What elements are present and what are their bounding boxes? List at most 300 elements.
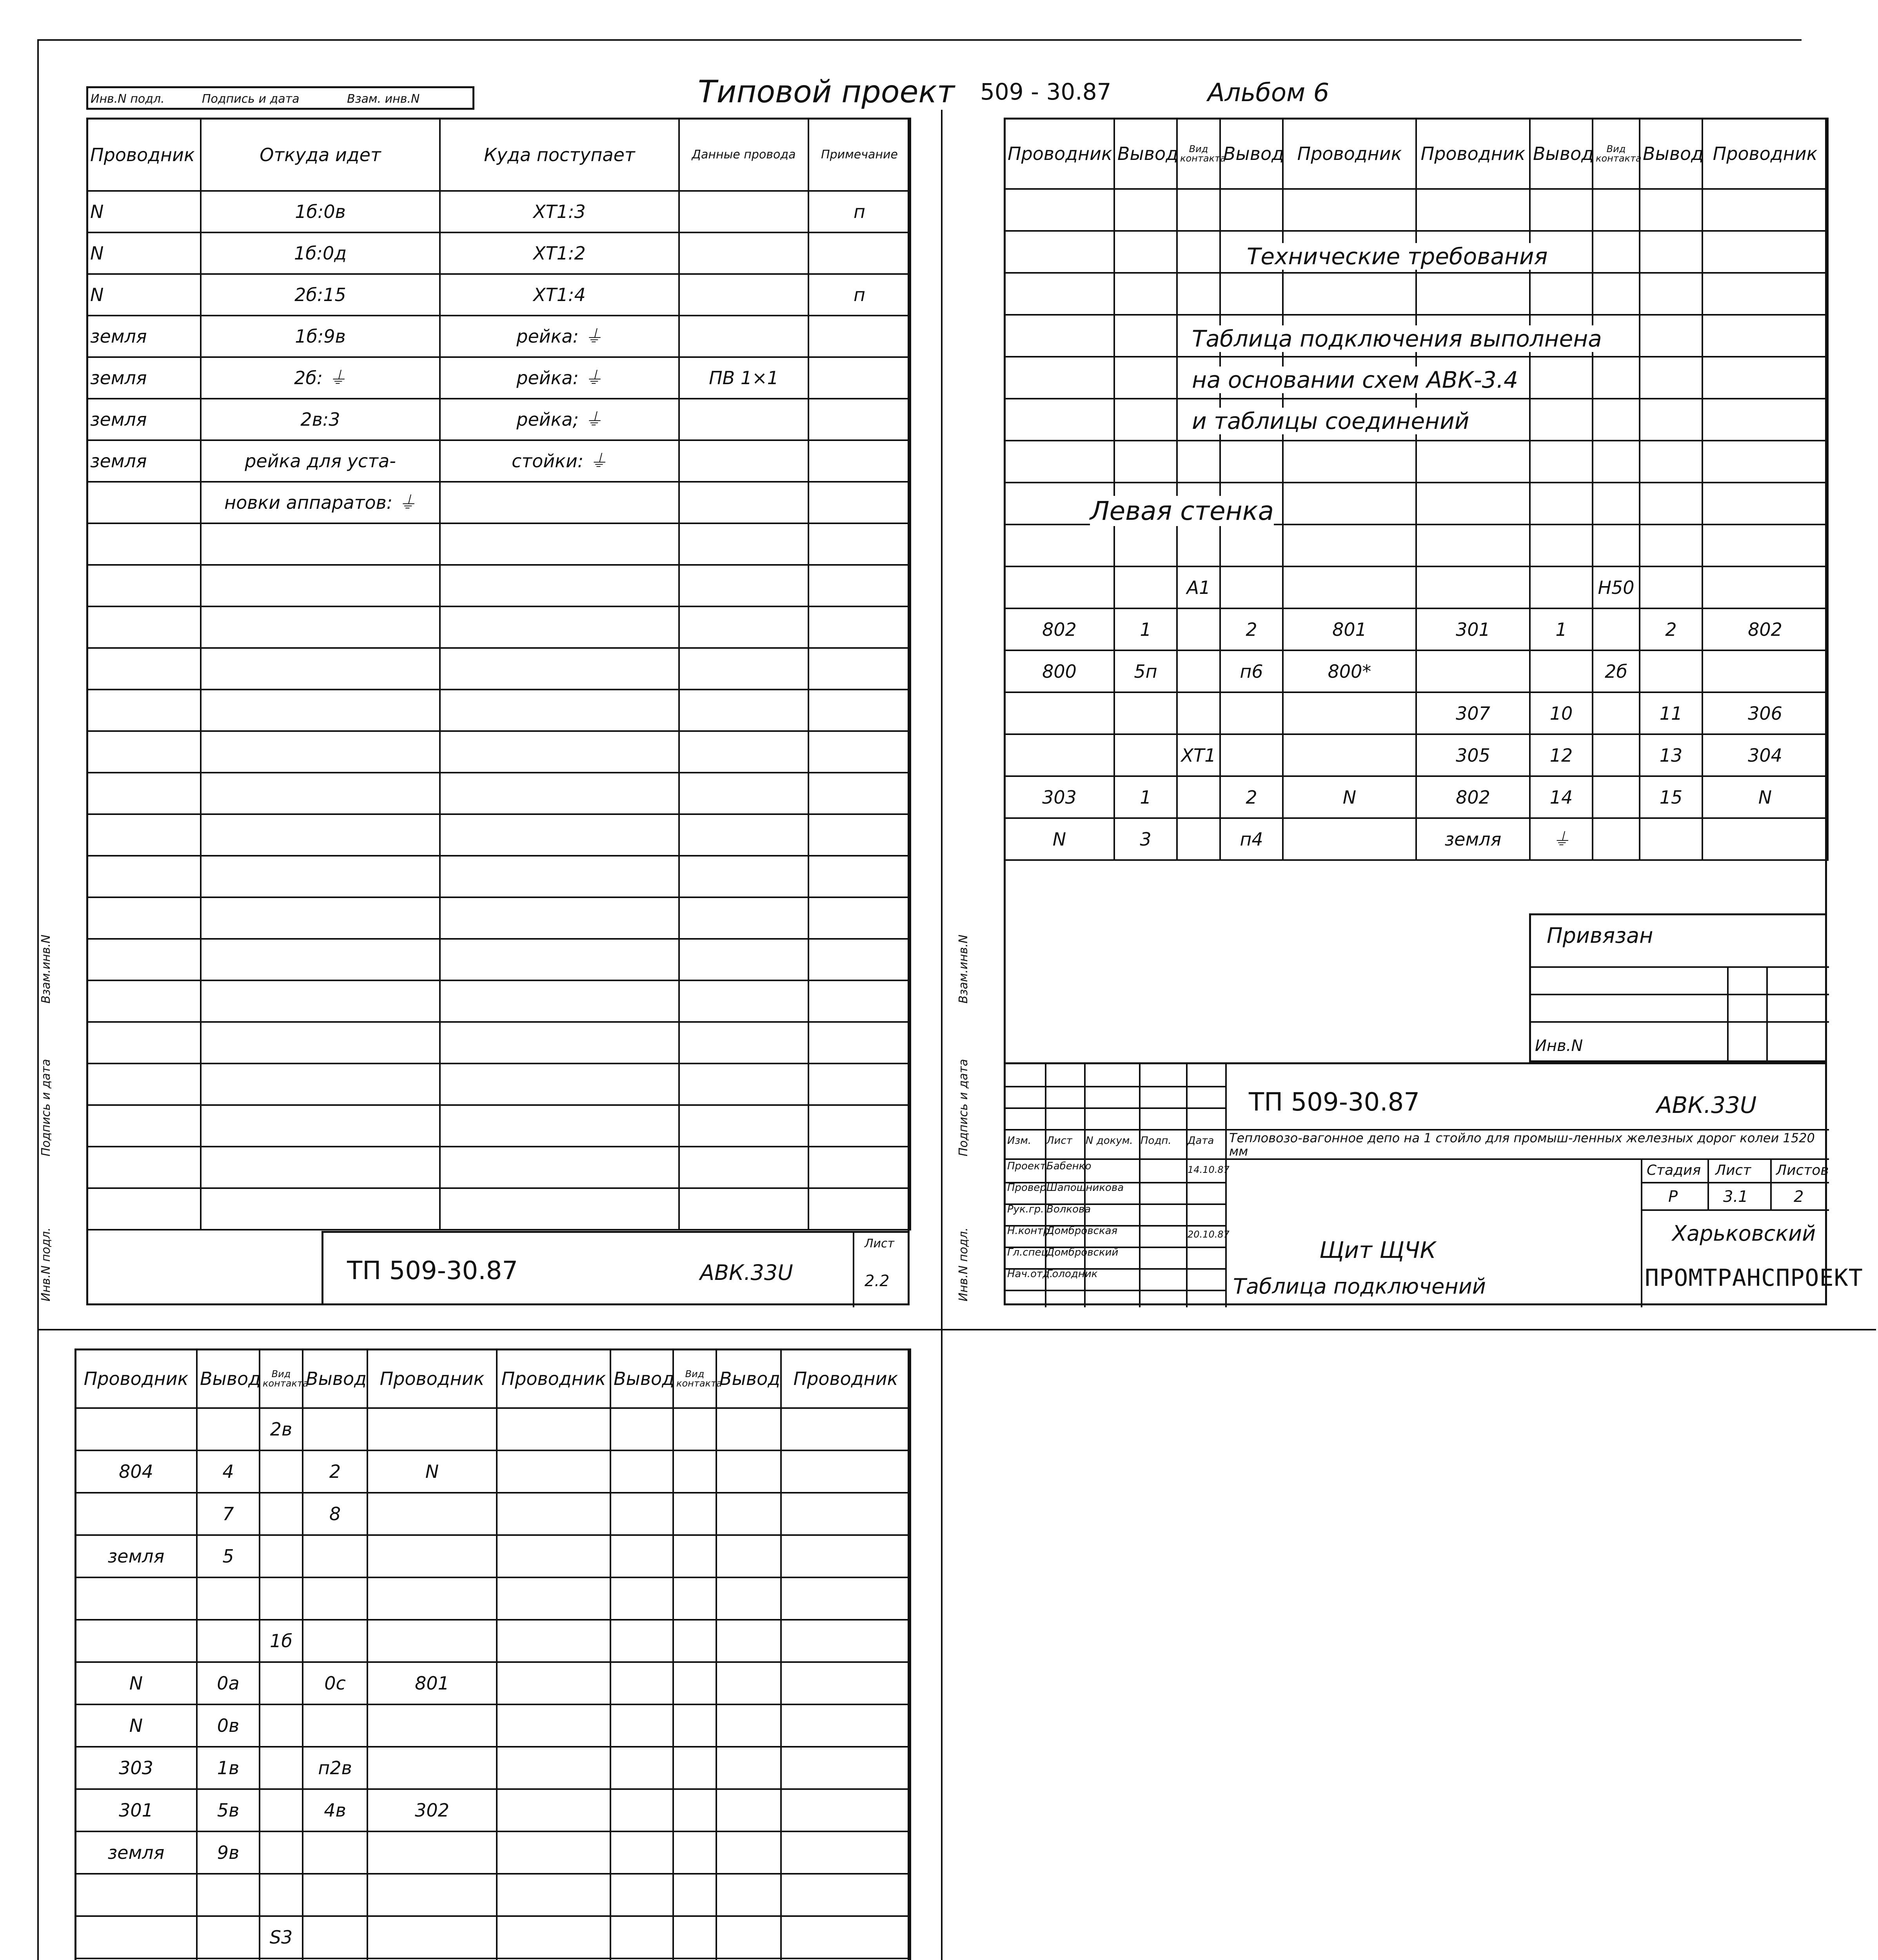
s1-cell	[87, 606, 201, 648]
s3-cell	[716, 1577, 781, 1620]
s2-cell	[1530, 483, 1593, 524]
s1-row	[87, 606, 910, 648]
s1-row	[87, 731, 910, 773]
s3-cell	[716, 1916, 781, 1958]
s3-cell	[497, 1620, 610, 1662]
s3-cell	[781, 1747, 910, 1789]
tb-h-data: Дата	[1188, 1135, 1214, 1147]
s3-cell	[367, 1577, 497, 1620]
s1-row	[87, 773, 910, 814]
s3-row	[75, 1916, 910, 1958]
s3-cell	[673, 1493, 716, 1535]
project-title: Типовой проект	[698, 74, 955, 110]
s2-cell	[1177, 273, 1220, 315]
s3-cell: 4	[197, 1450, 260, 1493]
s1-cell	[440, 1188, 679, 1230]
s2-row	[1004, 776, 1828, 818]
s1-cell	[440, 731, 679, 773]
s1-row	[87, 814, 910, 856]
s3-cell	[260, 1831, 303, 1874]
s1-cell: п	[808, 274, 910, 316]
s3-cell	[673, 1831, 716, 1874]
s2-cell	[1702, 441, 1828, 483]
s1-cell	[679, 316, 808, 357]
sheet1-footer-code: АВК.33U	[700, 1260, 793, 1285]
s1-cell: ПВ 1×1	[679, 357, 808, 399]
s1-cell	[440, 856, 679, 897]
s1-cell	[87, 1105, 201, 1147]
s3-cell	[497, 1704, 610, 1747]
s1-cell	[679, 897, 808, 939]
s2-cell: А1	[1177, 566, 1220, 608]
s3-col-8: Вывод	[716, 1349, 781, 1408]
s1-cell	[87, 523, 201, 565]
s1-cell	[808, 731, 910, 773]
s2-cell	[1283, 273, 1416, 315]
s2-col-4: Проводник	[1283, 118, 1416, 189]
col-dannye	[679, 118, 808, 191]
s1-cell: земля	[87, 357, 201, 399]
s1-cell	[679, 606, 808, 648]
s3-cell	[260, 1493, 303, 1535]
s2-section-label: Левая стенка	[1090, 496, 1274, 526]
s2-cell	[1640, 273, 1702, 315]
s2-cell	[1220, 734, 1283, 776]
s3-col-2	[260, 1349, 309, 1408]
privyazan-inv: Инв.N	[1535, 1037, 1583, 1055]
tb-stage-h1l: Лист	[1715, 1162, 1751, 1178]
s3-cell: земля	[75, 1535, 197, 1577]
s2-row	[1004, 273, 1828, 315]
s3-cell	[75, 1916, 197, 1958]
tb-person-role: Гл.спец.	[1007, 1247, 1052, 1258]
s3-cell	[367, 1874, 497, 1916]
s1-row	[87, 1022, 910, 1063]
privyazan-vline-2	[1766, 966, 1768, 1064]
s3-cell	[260, 1662, 303, 1704]
s3-cell	[716, 1874, 781, 1916]
s1-cell	[201, 523, 440, 565]
s2-cell	[1283, 818, 1416, 860]
s3-cell	[781, 1620, 910, 1662]
s1-row	[87, 939, 910, 980]
s2-col-2	[1177, 118, 1226, 189]
s3-cell	[260, 1789, 303, 1831]
s3-cell	[781, 1662, 910, 1704]
s2-cell: 800	[1004, 650, 1114, 692]
s1-cell	[679, 856, 808, 897]
s1-row	[87, 482, 910, 523]
s2-cell	[1114, 399, 1177, 441]
s2-cell	[1114, 189, 1177, 231]
s2-cell	[1220, 566, 1283, 608]
s2-cell	[1593, 734, 1640, 776]
sheet1-footer	[321, 1231, 910, 1305]
s2-cell	[1702, 231, 1828, 273]
s2-cell	[1004, 441, 1114, 483]
s2-cell: 15	[1640, 776, 1702, 818]
s1-cell	[87, 1063, 201, 1105]
s2-cell: 2	[1220, 776, 1283, 818]
s2-cell	[1283, 524, 1416, 566]
s2-note-1: Таблица подключения выполнена	[1192, 325, 1602, 352]
s2-cell	[1593, 357, 1640, 399]
s3-cell	[781, 1916, 910, 1958]
sheet2-side-inv: Инв.N подл.	[957, 1227, 970, 1301]
s1-cell	[808, 482, 910, 523]
s3-cell	[367, 1493, 497, 1535]
s2-cell	[1702, 524, 1828, 566]
s3-cell	[610, 1408, 673, 1450]
s3-cell	[610, 1958, 673, 1960]
tb-person-name: Волкова	[1046, 1203, 1091, 1215]
s3-col-4: Проводник	[367, 1349, 497, 1408]
s2-cell	[1177, 231, 1220, 273]
s3-cell	[197, 1620, 260, 1662]
s1-cell	[201, 731, 440, 773]
s1-cell: N	[87, 274, 201, 316]
s1-cell: стойки: ⏚	[440, 440, 679, 482]
s3-cell	[781, 1535, 910, 1577]
s1-cell	[808, 606, 910, 648]
sheet1-footer-sheet-no: 2.2	[865, 1272, 890, 1290]
s1-cell	[808, 1188, 910, 1230]
s3-cell	[716, 1493, 781, 1535]
s3-cell	[303, 1535, 367, 1577]
s3-cell	[75, 1620, 197, 1662]
s3-col-2-label: Вид контакта	[263, 1368, 309, 1389]
tb-code: АВК.33U	[1656, 1092, 1757, 1118]
s2-row	[1004, 441, 1828, 483]
s1-cell	[679, 1022, 808, 1063]
s3-cell	[75, 1577, 197, 1620]
s1-cell	[201, 1188, 440, 1230]
s3-cell	[716, 1450, 781, 1493]
s1-cell: 1б:0в	[201, 191, 440, 232]
s2-cell	[1530, 441, 1593, 483]
s2-cell: 802	[1004, 608, 1114, 650]
col-kuda: Куда поступает	[440, 118, 679, 191]
tb-stage-v2l: 2	[1794, 1188, 1804, 1206]
s1-cell	[679, 191, 808, 232]
s1-cell: 2в:3	[201, 399, 440, 440]
tb-vline-3	[1139, 1064, 1141, 1307]
s1-cell	[808, 939, 910, 980]
s1-cell	[808, 232, 910, 274]
s2-cell	[1702, 315, 1828, 357]
s1-cell	[808, 440, 910, 482]
s3-cell	[260, 1747, 303, 1789]
s2-note-2: на основании схем АВК-3.4	[1192, 367, 1518, 393]
s2-cell	[1004, 189, 1114, 231]
s1-cell	[201, 648, 440, 690]
tb-org-city: Харьковский	[1672, 1221, 1816, 1246]
tb-stage-h1	[1641, 1182, 1829, 1183]
s2-row	[1004, 650, 1828, 692]
s1-cell	[440, 980, 679, 1022]
s3-col-1: Вывод	[197, 1349, 260, 1408]
s3-cell	[716, 1958, 781, 1960]
s2-cell	[1593, 524, 1640, 566]
col-dannye-label: Данные провода	[692, 147, 796, 162]
s1-cell	[440, 1147, 679, 1188]
s3-cell	[716, 1662, 781, 1704]
s1-cell	[440, 1022, 679, 1063]
s1-cell	[201, 1147, 440, 1188]
s1-cell	[679, 1105, 808, 1147]
tb-person-name: Шапошникова	[1046, 1182, 1124, 1194]
top-stamp-replace: Взам. инв.N	[347, 92, 420, 106]
s2-cell: 14	[1530, 776, 1593, 818]
s1-row	[87, 316, 910, 357]
s2-cell	[1416, 566, 1530, 608]
s3-cell: 1в	[197, 1747, 260, 1789]
s2-row	[1004, 566, 1828, 608]
s1-cell	[679, 1188, 808, 1230]
s1-cell: земля	[87, 316, 201, 357]
s1-cell	[808, 1147, 910, 1188]
s3-cell: 0с	[303, 1662, 367, 1704]
tb-h-podp: Подп.	[1141, 1135, 1171, 1147]
s3-cell	[610, 1789, 673, 1831]
s3-cell: 303	[75, 1747, 197, 1789]
tb-stage-v2	[1770, 1158, 1772, 1209]
s1-cell	[201, 773, 440, 814]
center-divider-line	[941, 110, 943, 1960]
tb-person-role: Рук.гр.	[1007, 1203, 1044, 1215]
s3-row	[75, 1789, 910, 1831]
s2-cell	[1593, 818, 1640, 860]
s3-row	[75, 1577, 910, 1620]
s2-cell	[1114, 441, 1177, 483]
s1-cell: ХТ1:3	[440, 191, 679, 232]
s1-cell	[679, 690, 808, 731]
s3-cell	[367, 1535, 497, 1577]
s2-row	[1004, 524, 1828, 566]
tb-h-ndok: N докум.	[1086, 1135, 1133, 1147]
s1-cell	[679, 1147, 808, 1188]
s3-cell	[260, 1450, 303, 1493]
s2-cell	[1416, 189, 1530, 231]
s1-cell: 2б:15	[201, 274, 440, 316]
s3-cell	[610, 1704, 673, 1747]
tb-person-name: Домбровская	[1046, 1225, 1118, 1237]
s1-cell	[87, 773, 201, 814]
tb-stage-v0	[1641, 1158, 1642, 1307]
s2-cell	[1640, 189, 1702, 231]
s3-row	[75, 1535, 910, 1577]
sheet1-footer-doc: ТП 509-30.87	[347, 1256, 518, 1285]
s2-cell	[1177, 776, 1220, 818]
s1-cell	[87, 814, 201, 856]
s1-row	[87, 191, 910, 232]
s3-cell: N	[75, 1662, 197, 1704]
privyazan-box	[1529, 913, 1827, 1062]
top-stamp-sign: Подпись и дата	[202, 92, 300, 106]
s2-cell	[1177, 608, 1220, 650]
top-stamp-inv: Инв.N подл.	[91, 92, 165, 106]
s1-cell	[440, 1105, 679, 1147]
s1-cell	[87, 482, 201, 523]
sheet1-header-row	[87, 118, 910, 191]
s2-cell	[1004, 399, 1114, 441]
sheet1-footer-divider	[853, 1233, 854, 1307]
s3-cell	[367, 1704, 497, 1747]
s2-cell	[1702, 818, 1828, 860]
tb-h-list: Лист	[1046, 1135, 1072, 1147]
s3-cell	[260, 1577, 303, 1620]
s3-cell	[716, 1747, 781, 1789]
s3-cell	[781, 1831, 910, 1874]
s3-cell	[610, 1747, 673, 1789]
tb-doc: ТП 509-30.87	[1249, 1088, 1420, 1117]
s2-cell	[1283, 441, 1416, 483]
s2-cell	[1004, 692, 1114, 734]
s3-cell	[716, 1831, 781, 1874]
tb-vline-5	[1225, 1064, 1227, 1307]
s1-cell	[201, 1022, 440, 1063]
s1-cell	[808, 773, 910, 814]
s1-cell: N	[87, 191, 201, 232]
s3-cell	[673, 1916, 716, 1958]
s1-cell: 1б:9в	[201, 316, 440, 357]
s3-cell	[303, 1577, 367, 1620]
s2-cell	[1593, 441, 1640, 483]
s3-cell: 5в	[197, 1789, 260, 1831]
s3-cell	[610, 1662, 673, 1704]
s3-cell: N	[367, 1450, 497, 1493]
s3-cell	[781, 1958, 910, 1960]
s2-cell: 13	[1640, 734, 1702, 776]
s2-cell	[1593, 692, 1640, 734]
s3-cell	[497, 1874, 610, 1916]
s3-cell	[673, 1662, 716, 1704]
s2-cell	[1114, 273, 1177, 315]
s3-cell: 2	[303, 1450, 367, 1493]
s1-cell	[87, 1188, 201, 1230]
s1-cell	[201, 856, 440, 897]
s3-cell	[197, 1916, 260, 1958]
s1-cell: 2б: ⏚	[201, 357, 440, 399]
sheet1-side-sign: Подпись и дата	[39, 1059, 53, 1156]
s3-cell	[260, 1874, 303, 1916]
s2-cell	[1004, 273, 1114, 315]
s1-row	[87, 1105, 910, 1147]
s2-cell	[1702, 273, 1828, 315]
s3-cell: 9в	[197, 1831, 260, 1874]
s2-col-1: Вывод	[1114, 118, 1177, 189]
col-primech-label: Примечание	[821, 147, 898, 162]
s1-cell: земля	[87, 440, 201, 482]
s1-cell	[679, 565, 808, 606]
s2-cell: 306	[1702, 692, 1828, 734]
s3-cell: 4в	[303, 1789, 367, 1831]
album-label: Альбом 6	[1208, 78, 1329, 107]
s1-cell	[808, 316, 910, 357]
s1-cell	[87, 690, 201, 731]
s2-cell: ⏚	[1530, 818, 1593, 860]
tb-stage-h0: Стадия	[1647, 1162, 1701, 1178]
s2-cell: 802	[1702, 608, 1828, 650]
s2-cell	[1640, 483, 1702, 524]
s3-cell	[197, 1958, 260, 1960]
s2-cell	[1416, 524, 1530, 566]
s3-cell	[497, 1493, 610, 1535]
s3-col-9: Проводник	[781, 1349, 910, 1408]
sheet3-table	[74, 1348, 911, 1960]
s1-cell	[808, 648, 910, 690]
s2-cell	[1640, 441, 1702, 483]
s3-row	[75, 1958, 910, 1960]
s3-cell	[367, 1831, 497, 1874]
s2-cell: 307	[1416, 692, 1530, 734]
col-otkuda: Откуда идет	[201, 118, 440, 191]
s2-cell	[1530, 189, 1593, 231]
s3-cell: 1б	[260, 1620, 303, 1662]
tb-hline-4	[1006, 1158, 1829, 1160]
tb-hline-2	[1006, 1107, 1225, 1109]
s3-cell	[610, 1535, 673, 1577]
s2-cell	[1702, 483, 1828, 524]
s3-cell: 8	[303, 1493, 367, 1535]
s1-row	[87, 357, 910, 399]
s2-cell	[1640, 524, 1702, 566]
s1-row	[87, 232, 910, 274]
s1-row	[87, 980, 910, 1022]
s3-row	[75, 1747, 910, 1789]
s2-cell	[1702, 650, 1828, 692]
s2-cell	[1177, 189, 1220, 231]
s2-cell	[1220, 441, 1283, 483]
s3-cell: N	[75, 1704, 197, 1747]
tb-stage-h2l: Листов	[1776, 1162, 1829, 1178]
s1-cell	[87, 1022, 201, 1063]
s3-cell	[781, 1704, 910, 1747]
s2-cell: 1	[1530, 608, 1593, 650]
s2-cell	[1283, 189, 1416, 231]
s1-cell	[679, 648, 808, 690]
s2-cell	[1114, 692, 1177, 734]
s2-cell	[1530, 650, 1593, 692]
s3-cell	[497, 1662, 610, 1704]
s2-note-3: и таблицы соединений	[1192, 408, 1469, 434]
s3-cell: 801	[367, 1662, 497, 1704]
tb-person-name: Домбровский	[1046, 1247, 1119, 1258]
s1-cell	[679, 274, 808, 316]
s3-row	[75, 1662, 910, 1704]
s3-cell	[303, 1831, 367, 1874]
s1-cell: ХТ1:2	[440, 232, 679, 274]
s2-cell: 5п	[1114, 650, 1177, 692]
s3-cell	[610, 1450, 673, 1493]
tb-org: ПРОМТРАНСПРОЕКТ	[1645, 1264, 1863, 1292]
tb-person-role: Проект.	[1007, 1160, 1050, 1172]
top-border-line	[37, 39, 1802, 41]
s2-cell	[1640, 399, 1702, 441]
sheet1-side-replace: Взам.инв.N	[39, 935, 53, 1004]
s1-cell	[201, 897, 440, 939]
s3-cell	[716, 1704, 781, 1747]
s3-cell	[673, 1789, 716, 1831]
s3-cell	[497, 1577, 610, 1620]
col-primech	[808, 118, 910, 191]
s2-cell	[1177, 524, 1220, 566]
s1-row	[87, 523, 910, 565]
s3-cell	[367, 1916, 497, 1958]
s1-cell	[808, 856, 910, 897]
s2-cell	[1593, 189, 1640, 231]
s2-cell: Н50	[1593, 566, 1640, 608]
